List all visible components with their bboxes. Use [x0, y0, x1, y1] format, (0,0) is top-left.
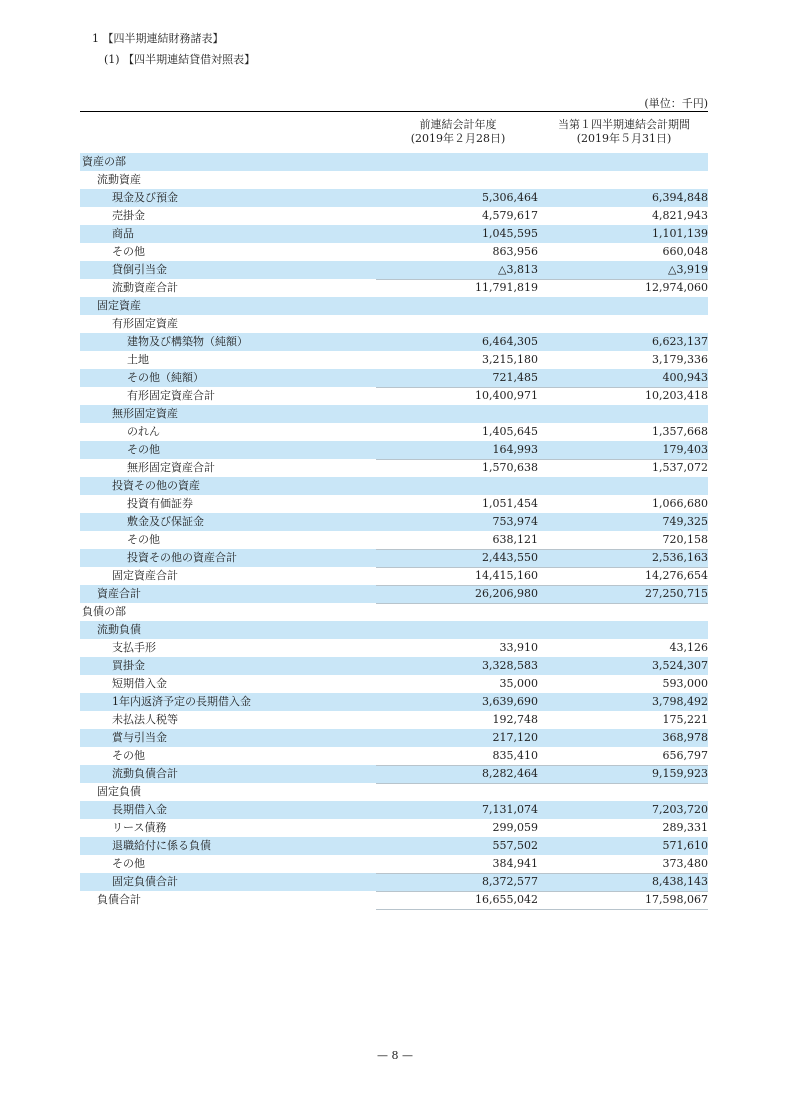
current-quarter-value: 368,978: [662, 731, 708, 744]
prior-year-value: 7,131,074: [482, 803, 538, 816]
prior-year-value: 3,328,583: [482, 659, 538, 672]
prior-year-value: 1,045,595: [482, 227, 538, 240]
table-row: [80, 171, 708, 189]
table-row: [80, 369, 708, 387]
prior-year-value: 16,655,042: [475, 893, 538, 906]
prior-year-value: 6,464,305: [482, 335, 538, 348]
prior-year-value: 4,579,617: [482, 209, 538, 222]
prior-year-value: 5,306,464: [482, 191, 538, 204]
row-label: 流動負債: [97, 623, 141, 636]
prior-year-value: 33,910: [499, 641, 538, 654]
row-label: のれん: [127, 425, 160, 438]
column-header-title: 当第１四半期連結会計期間: [558, 118, 690, 131]
subtotal-rule: [376, 585, 708, 586]
table-row: [80, 693, 708, 711]
current-quarter-value: 660,048: [662, 245, 708, 258]
row-label: リース債務: [112, 821, 167, 834]
subtotal-row: [80, 549, 708, 567]
table-row: [80, 441, 708, 459]
current-quarter-value: 175,221: [662, 713, 708, 726]
prior-year-value: 192,748: [492, 713, 538, 726]
current-quarter-value: 43,126: [669, 641, 708, 654]
table-row: [80, 675, 708, 693]
row-label: 資産の部: [82, 155, 126, 168]
current-quarter-value: 27,250,715: [645, 587, 708, 600]
table-row: [80, 297, 708, 315]
row-label: その他: [127, 533, 160, 546]
row-label: 支払手形: [112, 641, 156, 654]
prior-year-value: 721,485: [492, 371, 538, 384]
table-row: [80, 405, 708, 423]
row-label: 流動資産合計: [112, 281, 178, 294]
prior-year-value: 217,120: [492, 731, 538, 744]
subtotal-rule: [376, 549, 708, 550]
row-label: その他: [112, 245, 145, 258]
row-label: 建物及び構築物（純額）: [127, 335, 248, 348]
subtotal-row: [80, 387, 708, 405]
row-label: 短期借入金: [112, 677, 167, 690]
current-quarter-value: 3,179,336: [652, 353, 708, 366]
row-label: 負債の部: [82, 605, 126, 618]
current-quarter-value: 656,797: [662, 749, 708, 762]
prior-year-value: 835,410: [492, 749, 538, 762]
table-row: [80, 657, 708, 675]
row-label: その他: [127, 443, 160, 456]
table-row: [80, 603, 708, 621]
prior-year-value: △3,813: [498, 263, 538, 276]
prior-year-value: 11,791,819: [475, 281, 538, 294]
prior-year-value: 3,639,690: [482, 695, 538, 708]
row-label: 固定資産合計: [112, 569, 178, 582]
column-header-current-quarter: [540, 118, 708, 146]
prior-year-value: 8,282,464: [482, 767, 538, 780]
row-label: 流動負債合計: [112, 767, 178, 780]
prior-year-value: 10,400,971: [475, 389, 538, 402]
balance-sheet-table: [80, 153, 708, 909]
current-quarter-value: 2,536,163: [652, 551, 708, 564]
current-quarter-value: 4,821,943: [652, 209, 708, 222]
prior-year-value: 557,502: [492, 839, 538, 852]
subtotal-row: [80, 765, 708, 783]
table-row: [80, 801, 708, 819]
current-quarter-value: 12,974,060: [645, 281, 708, 294]
table-row: [80, 423, 708, 441]
row-label: 商品: [112, 227, 134, 240]
table-row: [80, 747, 708, 765]
row-label: 退職給付に係る負債: [112, 839, 211, 852]
prior-year-value: 753,974: [492, 515, 538, 528]
current-quarter-value: 7,203,720: [652, 803, 708, 816]
row-label: その他（純額）: [127, 371, 204, 384]
current-quarter-value: 8,438,143: [652, 875, 708, 888]
table-row: [80, 477, 708, 495]
current-quarter-value: 1,537,072: [652, 461, 708, 474]
row-label: 負債合計: [97, 893, 141, 906]
row-label: 未払法人税等: [112, 713, 178, 726]
row-label: 固定負債: [97, 785, 141, 798]
table-row: [80, 189, 708, 207]
current-quarter-value: 6,623,137: [652, 335, 708, 348]
subtotal-rule: [376, 873, 708, 874]
row-label: 有形固定資産合計: [127, 389, 215, 402]
table-top-rule: [80, 111, 708, 112]
row-label: その他: [112, 749, 145, 762]
current-quarter-value: 400,943: [662, 371, 708, 384]
row-label: 投資有価証券: [127, 497, 193, 510]
table-row: [80, 621, 708, 639]
current-quarter-value: 720,158: [662, 533, 708, 546]
current-quarter-value: 1,066,680: [652, 497, 708, 510]
row-label: 流動資産: [97, 173, 141, 186]
current-quarter-value: 289,331: [662, 821, 708, 834]
prior-year-value: 2,443,550: [482, 551, 538, 564]
unit-label: (単位：千円): [644, 97, 708, 110]
table-row: [80, 837, 708, 855]
prior-year-value: 14,415,160: [475, 569, 538, 582]
prior-year-value: 26,206,980: [475, 587, 538, 600]
prior-year-value: 3,215,180: [482, 353, 538, 366]
subtotal-row: [80, 459, 708, 477]
row-label: 固定負債合計: [112, 875, 178, 888]
table-row: [80, 243, 708, 261]
table-row: [80, 855, 708, 873]
page-number: — 8 —: [377, 1049, 413, 1062]
current-quarter-value: 6,394,848: [652, 191, 708, 204]
row-label: 投資その他の資産: [112, 479, 200, 492]
table-row: [80, 783, 708, 801]
prior-year-value: 384,941: [492, 857, 538, 870]
table-row: [80, 225, 708, 243]
prior-year-value: 164,993: [492, 443, 538, 456]
subtotal-row: [80, 891, 708, 909]
table-row: [80, 261, 708, 279]
table-row: [80, 495, 708, 513]
column-header-prior-year: [376, 118, 540, 146]
row-label: 有形固定資産: [112, 317, 178, 330]
prior-year-value: 35,000: [499, 677, 538, 690]
row-label: 資産合計: [97, 587, 141, 600]
prior-year-value: 299,059: [492, 821, 538, 834]
subtotal-rule: [376, 909, 708, 910]
column-header-title: 前連結会計年度: [419, 118, 497, 131]
table-row: [80, 531, 708, 549]
table-row: [80, 729, 708, 747]
row-label: 現金及び預金: [112, 191, 178, 204]
prior-year-value: 1,051,454: [482, 497, 538, 510]
row-label: 1年内返済予定の長期借入金: [112, 695, 251, 708]
section-heading: 1 【四半期連結財務諸表】: [92, 32, 224, 45]
current-quarter-value: 749,325: [662, 515, 708, 528]
subtotal-rule: [376, 387, 708, 388]
current-quarter-value: 3,798,492: [652, 695, 708, 708]
current-quarter-value: 3,524,307: [652, 659, 708, 672]
current-quarter-value: 1,101,139: [652, 227, 708, 240]
row-label: 無形固定資産合計: [127, 461, 215, 474]
row-label: 貸倒引当金: [112, 263, 167, 276]
subtotal-rule: [376, 459, 708, 460]
current-quarter-value: △3,919: [668, 263, 708, 276]
row-label: 無形固定資産: [112, 407, 178, 420]
current-quarter-value: 10,203,418: [645, 389, 708, 402]
row-label: 土地: [127, 353, 149, 366]
row-label: 固定資産: [97, 299, 141, 312]
subtotal-rule: [376, 765, 708, 766]
prior-year-value: 638,121: [492, 533, 538, 546]
prior-year-value: 8,372,577: [482, 875, 538, 888]
row-label: 賞与引当金: [112, 731, 167, 744]
subtotal-rule: [376, 279, 708, 280]
current-quarter-value: 179,403: [662, 443, 708, 456]
current-quarter-value: 571,610: [662, 839, 708, 852]
table-row: [80, 315, 708, 333]
table-row: [80, 513, 708, 531]
table-row: [80, 711, 708, 729]
subtotal-row: [80, 585, 708, 603]
table-row: [80, 567, 708, 585]
table-row: [80, 333, 708, 351]
table-row: [80, 153, 708, 171]
row-label: その他: [112, 857, 145, 870]
prior-year-value: 1,570,638: [482, 461, 538, 474]
prior-year-value: 1,405,645: [482, 425, 538, 438]
row-label: 敷金及び保証金: [127, 515, 204, 528]
current-quarter-value: 373,480: [662, 857, 708, 870]
table-row: [80, 639, 708, 657]
row-label: 買掛金: [112, 659, 145, 672]
current-quarter-value: 9,159,923: [652, 767, 708, 780]
prior-year-value: 863,956: [492, 245, 538, 258]
row-label: 売掛金: [112, 209, 145, 222]
current-quarter-value: 17,598,067: [645, 893, 708, 906]
subsection-heading: (1) 【四半期連結貸借対照表】: [104, 53, 256, 66]
current-quarter-value: 14,276,654: [645, 569, 708, 582]
subtotal-row: [80, 279, 708, 297]
current-quarter-value: 1,357,668: [652, 425, 708, 438]
row-label: 投資その他の資産合計: [127, 551, 237, 564]
subtotal-row: [80, 873, 708, 891]
table-row: [80, 207, 708, 225]
table-row: [80, 819, 708, 837]
row-label: 長期借入金: [112, 803, 167, 816]
table-row: [80, 351, 708, 369]
column-header-date: (2019年２月28日): [410, 132, 506, 145]
subtotal-rule: [376, 891, 708, 892]
current-quarter-value: 593,000: [662, 677, 708, 690]
column-header-date: (2019年５月31日): [576, 132, 672, 145]
